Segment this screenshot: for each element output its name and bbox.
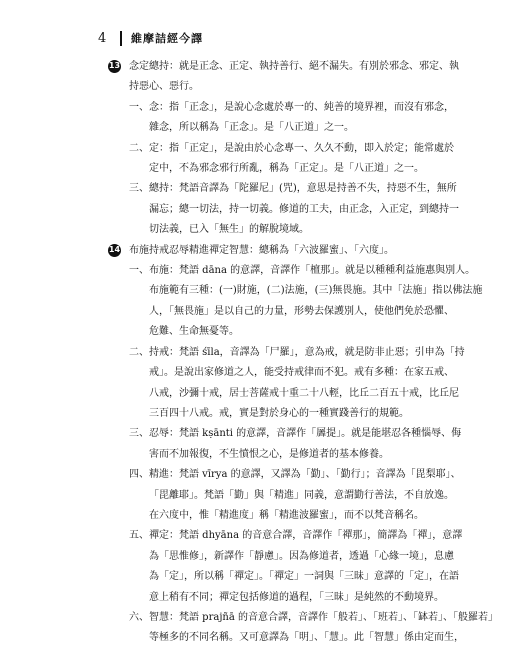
page-header: [98, 29, 203, 47]
entry-body: [129, 241, 498, 649]
entry-body: [129, 57, 459, 241]
sub-item-body: [149, 465, 498, 526]
entry-14: [108, 241, 499, 649]
sub-item-line: 智慧：梵語 prajñā 的音意合譯，音譯作「般若」、「班若」、「缽若」、「般羅若」: [149, 611, 499, 623]
entry-13: [108, 57, 459, 241]
sub-item-body: [149, 98, 459, 139]
header-divider: [120, 31, 122, 46]
sub-item-number: 三、: [129, 183, 149, 195]
sub-item-line: 布施範有三種：(一)財施，(二)法施，(三)無畏施。其中「法施」指以佛法施: [149, 285, 483, 297]
sub-item-line: 意上稍有不同；禪定包括修道的過程，「三昧」是純然的不動境界。: [149, 591, 444, 603]
sub-item-line: 雜念，所以稱為「正念」。是「八正道」之一。: [149, 122, 354, 134]
sub-item-line: 念：指「正念」，是說心念處於專一的、純善的境界裡，而沒有邪念，: [149, 101, 454, 113]
sub-item: [129, 98, 459, 139]
page-number: 4: [98, 30, 107, 46]
sub-item: [129, 261, 498, 343]
sub-item-number: 一、: [129, 265, 149, 277]
sub-item-line: 八戒，沙彌十戒，居士菩薩戒十重二十八輕，比丘二百五十戒，比丘尼: [149, 387, 459, 399]
sub-item: [129, 608, 498, 649]
sub-item-body: [149, 608, 498, 649]
sub-item-line: 總持：梵語音譯為「陀羅尼」(咒)，意思是持善不失，持惡不生，無所: [149, 183, 457, 195]
entry-number-badge: 13: [108, 60, 121, 73]
sub-item-line: 禪定：梵語 dhyāna 的音意合譯，音譯作「禪那」，簡譯為「禪」，意譯: [149, 530, 463, 542]
sub-item-line: 布施：梵語 dāna 的意譯，音譯作「檀那」。就是以種種利益施惠與別人。: [149, 265, 476, 277]
sub-item-line: 等極多的不同名稱。又可意譯為「明」、「慧」。此「智慧」係由定而生，: [149, 632, 464, 644]
entry-number-badge: 14: [108, 244, 121, 257]
sub-item-body: [149, 424, 498, 465]
entry-lead-line: 持惡心、惡行。: [129, 81, 199, 93]
page-content: [108, 57, 499, 649]
sub-item: [129, 424, 498, 465]
sub-item: [129, 465, 498, 526]
sub-item-number: 一、: [129, 101, 149, 113]
sub-item-line: 忍辱：梵語 kṣānti 的意譯，音譯作「羼提」。就是能堪忍各種惱辱、侮: [149, 428, 462, 440]
sub-item-line: 戒」。是說出家修道之人，能受持戒律而不犯。戒有多種：在家五戒、: [149, 367, 454, 379]
book-title: 維摩詰經今譯: [131, 32, 203, 45]
sub-item-body: [149, 261, 498, 343]
sub-item-number: 三、: [129, 428, 149, 440]
sub-item-line: 「毘離耶」。梵語「勤」與「精進」同義，意謂勤行善法，不自放逸。: [149, 489, 454, 501]
sub-item-number: 二、: [129, 142, 149, 154]
sub-item-line: 為「定」，所以稱「禪定」。「禪定」一詞與「三昧」意譯的「定」，在語: [149, 571, 459, 583]
sub-item-body: [149, 526, 498, 608]
sub-item-line: 精進：梵語 vīrya 的意譯，又譯為「勤」、「勤行」；音譯為「毘梨耶」、: [149, 469, 461, 481]
sub-item-body: [149, 179, 459, 240]
sub-item-line: 定：指「正定」，是說由於心念專一、久久不動，即入於定；能常處於: [149, 142, 454, 154]
sub-item-line: 危難、生命無憂等。: [149, 326, 239, 338]
sub-item-line: 害而不加報復，不生憤恨之心，是修道者的基本修養。: [149, 448, 389, 460]
sub-item-number: 五、: [129, 530, 149, 542]
sub-item-line: 定中，不為邪念邪行所亂，稱為「正定」。是「八正道」之一。: [149, 163, 424, 175]
sub-item-line: 在六度中，惟「精進度」稱「精進波羅蜜」，而不以梵音稱名。: [149, 509, 424, 521]
sub-item: [129, 526, 498, 608]
entry-lead-line: 念定總持：就是正念、正定、執持善行、絕不漏失。有別於邪念、邪定、執: [129, 61, 459, 72]
entry-lead-line: 布施持戒忍辱精進禪定智慧：總稱為「六波羅蜜」、「六度」。: [129, 244, 394, 256]
sub-item-body: [149, 343, 498, 425]
sub-item: [129, 343, 498, 425]
sub-item: [129, 139, 459, 180]
sub-item-number: 二、: [129, 346, 149, 358]
sub-item-line: 為「思惟修」，新譯作「靜慮」。因為修道者，透過「心緣一境」，息慮: [149, 550, 454, 562]
sub-item-line: 漏忘；總一切法，持一切義。修道的工夫，由正念，入正定，到總持一: [149, 203, 459, 215]
sub-item-number: 六、: [129, 611, 149, 623]
sub-item-body: [149, 139, 459, 180]
sub-item-number: 四、: [129, 469, 149, 481]
sub-item: [129, 179, 459, 240]
sub-item-line: 三百四十八戒。戒，實是對於身心的一種實踐善行的規範。: [149, 407, 409, 419]
sub-item-line: 切法義，已入「無生」的解脫境域。: [149, 224, 309, 236]
sub-item-line: 人，「無畏施」是以自己的力量，形勢去保護別人，使他們免於恐懼、: [149, 305, 454, 317]
sub-item-line: 持戒：梵語 śīla，音譯為「尸羅」，意為戒，就是防非止惡；引申為「持: [149, 346, 465, 358]
